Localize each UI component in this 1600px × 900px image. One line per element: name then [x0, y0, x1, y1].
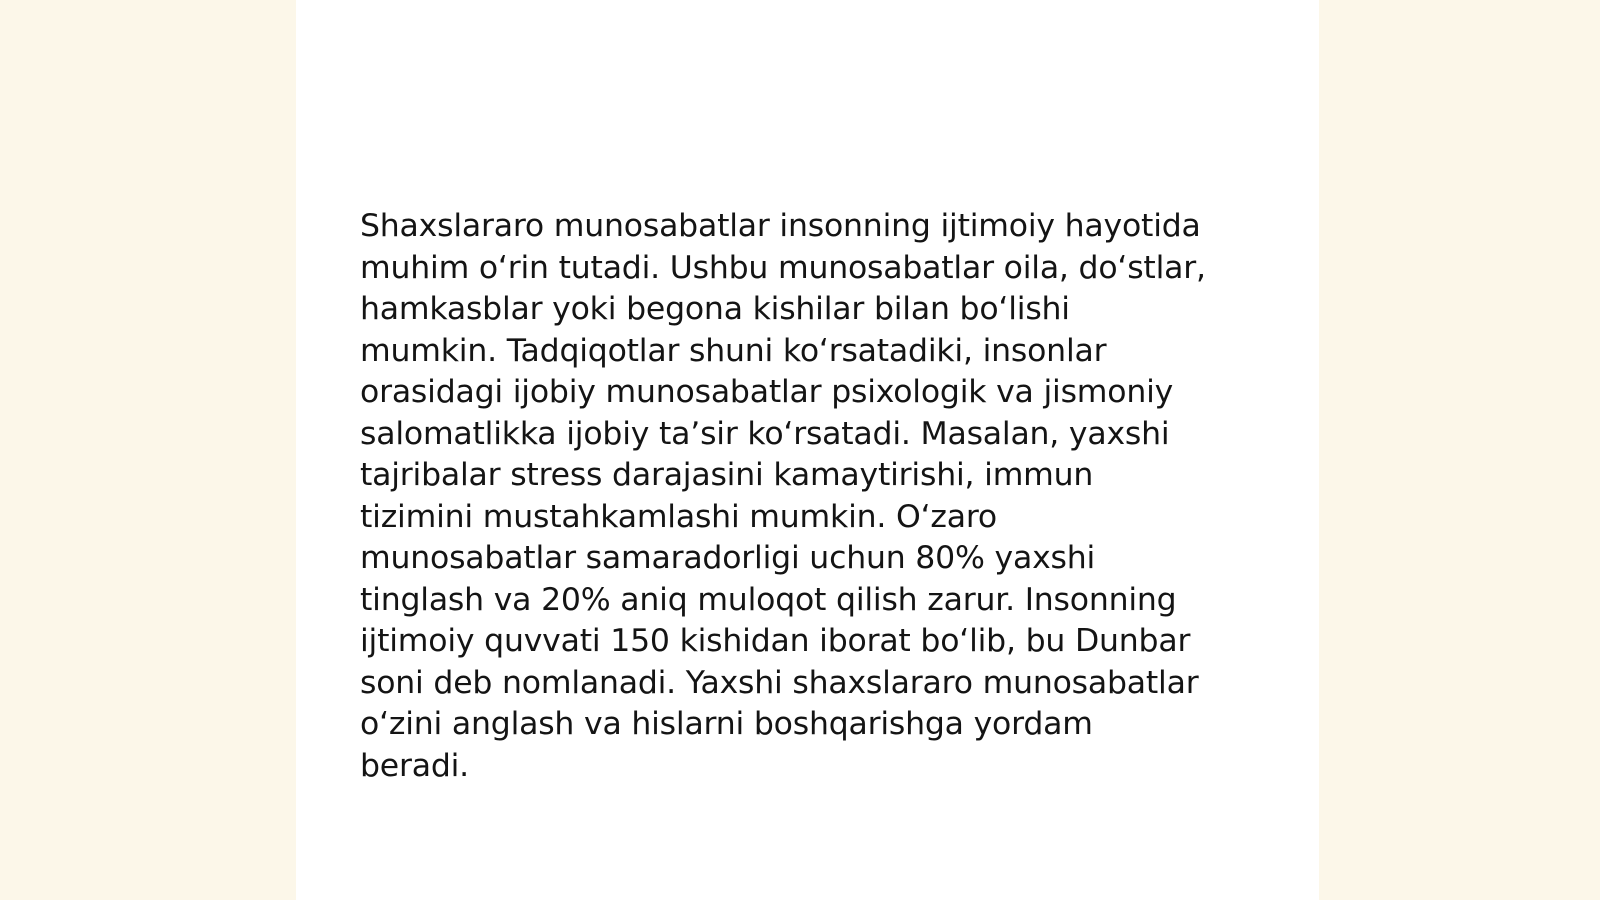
document-page — [296, 0, 1319, 900]
paragraph-line: Shaxslararo munosabatlar insonning ijtimoiy hayotida — [360, 208, 1201, 244]
paragraph-line: tizimini mustahkamlashi mumkin. Oʻzaro — [360, 498, 997, 535]
paragraph-line: hamkasblar yoki begona kishilar bilan boʻlishi — [360, 291, 1070, 327]
paragraph-line: soni deb nomlanadi. Yaxshi shaxslararo munosabatlar — [360, 664, 1199, 701]
paragraph-line: salomatlikka ijobiy taʼsir koʻrsatadi. Masalan, yaxshi — [360, 415, 1170, 452]
paragraph-line: orasidagi ijobiy munosabatlar psixologik va jismoniy — [360, 374, 1174, 410]
paragraph-line: tinglash va 20% aniq muloqot qilish zarur. Insonning — [360, 581, 1177, 618]
paragraph-line: tajribalar stress darajasini kamaytirishi, immun — [360, 457, 1094, 493]
paragraph-line: oʻzini anglash va hislarni boshqarishga yordam — [360, 706, 1093, 742]
paragraph-line: beradi. — [360, 747, 469, 784]
paragraph-line: muhim oʻrin tutadi. Ushbu munosabatlar oila, doʻstlar, — [360, 249, 1206, 286]
paragraph-line: ijtimoiy quvvati 150 kishidan iborat boʻlib, bu Dunbar — [360, 623, 1191, 659]
paragraph-line: mumkin. Tadqiqotlar shuni koʻrsatadiki, insonlar — [360, 332, 1107, 369]
paragraph-line: munosabatlar samaradorligi uchun 80% yaxshi — [360, 540, 1096, 576]
body-paragraph — [360, 206, 1260, 787]
